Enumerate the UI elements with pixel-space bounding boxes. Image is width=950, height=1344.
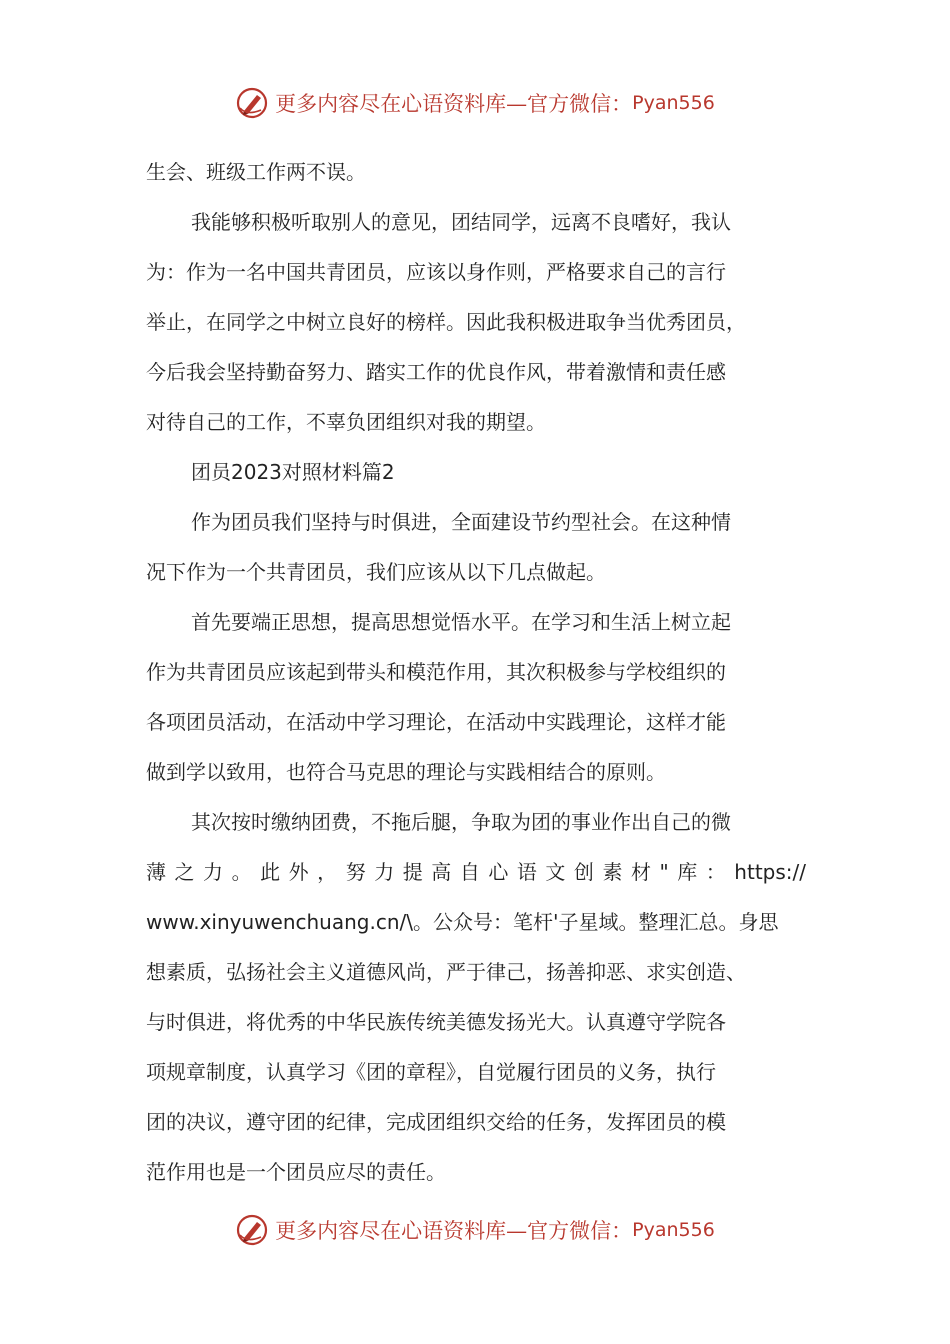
text-line-5: 今后我会坚持勤奋努力、踏实工作的优良作风，带着激情和责任感 xyxy=(146,360,726,384)
document-body xyxy=(146,147,806,1197)
pen-logo-icon xyxy=(235,1213,269,1247)
text-line-3: 为：作为一名中国共青团员，应该以身作则，严格要求自己的言行 xyxy=(146,260,726,284)
text-line-10: 首先要端正思想，提高思想觉悟水平。在学习和生活上树立起 xyxy=(191,610,731,634)
text-line-8: 作为团员我们坚持与时俱进，全面建设节约型社会。在这种情 xyxy=(191,510,731,534)
text-line-11: 作为共青团员应该起到带头和模范作用，其次积极参与学校组织的 xyxy=(146,660,726,684)
text-line-14: 其次按时缴纳团费，不拖后腿，争取为团的事业作出自己的微 xyxy=(191,810,731,834)
text-line-20: 团的决议，遵守团的纪律，完成团组织交给的任务，发挥团员的模 xyxy=(146,1110,726,1134)
text-line-16: www.xinyuwenchuang.cn/\。公众号：笔杆'子星域。整理汇总。身思 xyxy=(146,910,779,934)
text-line-6: 对待自己的工作，不辜负团组织对我的期望。 xyxy=(146,410,546,434)
footer-banner-text: 更多内容尽在心语资料库—官方微信： xyxy=(275,1219,633,1243)
footer-banner xyxy=(0,1208,950,1252)
text-line-18: 与时俱进，将优秀的中华民族传统美德发扬光大。认真遵守学院各 xyxy=(146,1010,726,1034)
header-banner-text: 更多内容尽在心语资料库—官方微信： xyxy=(275,92,633,116)
text-line-1: 生会、班级工作两不误。 xyxy=(146,160,366,184)
text-line-2: 我能够积极听取别人的意见，团结同学，远离不良嗜好，我认 xyxy=(191,210,731,234)
text-line-4: 举止，在同学之中树立良好的榜样。因此我积极进取争当优秀团员， xyxy=(146,310,746,334)
footer-wechat-id: Pyan556 xyxy=(632,1219,715,1241)
text-line-9: 况下作为一个共青团员，我们应该从以下几点做起。 xyxy=(146,560,606,584)
header-banner xyxy=(0,81,950,125)
text-line-21: 范作用也是一个团员应尽的责任。 xyxy=(146,1160,446,1184)
header-wechat-id: Pyan556 xyxy=(632,92,715,114)
text-line-12: 各项团员活动，在活动中学习理论，在活动中实践理论，这样才能 xyxy=(146,710,726,734)
text-line-13: 做到学以致用，也符合马克思的理论与实践相结合的原则。 xyxy=(146,760,666,784)
pen-logo-icon xyxy=(235,86,269,120)
section-heading: 团员2023对照材料篇2 xyxy=(191,460,395,484)
text-line-19: 项规章制度，认真学习《团的章程》，自觉履行团员的义务，执行 xyxy=(146,1060,716,1084)
text-line-15: 薄之力。此外，努力提高自心语文创素材"库：https:// xyxy=(146,860,806,884)
text-line-17: 想素质，弘扬社会主义道德风尚，严于律己，扬善抑恶、求实创造、 xyxy=(146,960,746,984)
